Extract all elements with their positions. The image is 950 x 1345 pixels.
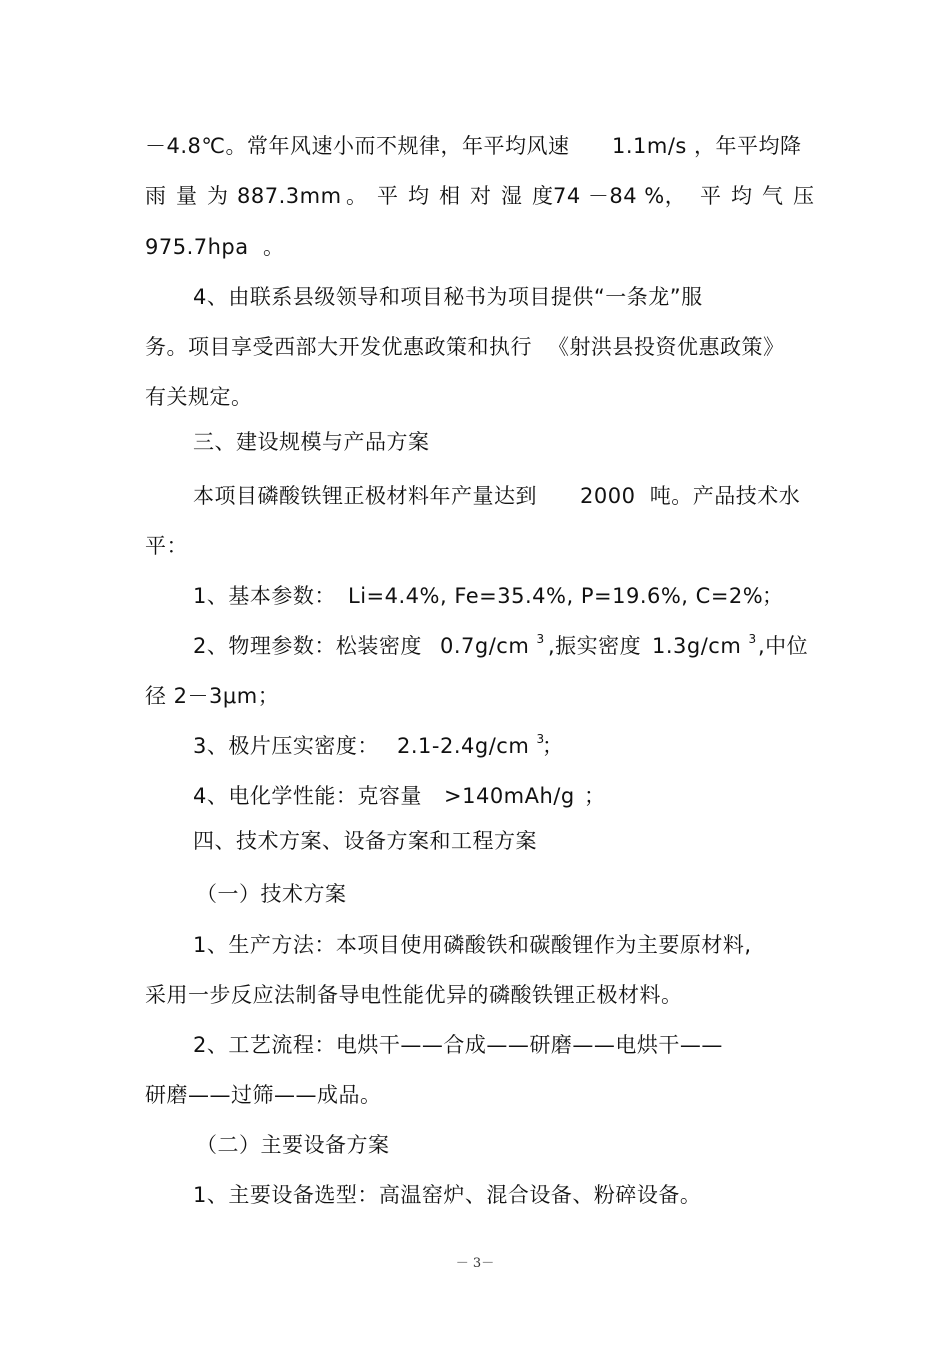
text-line bbox=[0, 1078, 382, 1112]
text-segment: 有关规定。 bbox=[145, 385, 253, 409]
text-segment: 3、极片压实密度： bbox=[193, 734, 379, 758]
text-segment: 1、基本参数： bbox=[193, 584, 336, 608]
subsection-heading bbox=[0, 877, 347, 911]
section-heading bbox=[0, 824, 537, 858]
text-segment: 4、由联系县级领导和项目秘书为项目提供“一条龙”服 bbox=[193, 285, 703, 309]
superscript: 3 bbox=[748, 632, 757, 646]
paragraph-line bbox=[0, 1028, 723, 1062]
paragraph-line bbox=[0, 579, 784, 613]
text-segment: 2000 吨。产品技术水 bbox=[580, 484, 801, 508]
text-segment: 975.7hpa 。 bbox=[145, 235, 285, 259]
text-segment: 采用一步反应法制备导电性能优异的磷酸铁锂正极材料。 bbox=[145, 983, 683, 1007]
text-segment: 1、主要设备选型：高温窑炉、混合设备、粉碎设备。 bbox=[193, 1183, 702, 1207]
text-segment: 研磨——过筛——成品。 bbox=[145, 1083, 382, 1107]
text-segment: 2、物理参数：松装密度 bbox=[193, 634, 422, 658]
text-segment: －4.8℃。常年风速小而不规律，年平均风速 bbox=[145, 134, 570, 158]
text-segment: 2、工艺流程：电烘干——合成——研磨——电烘干—— bbox=[193, 1033, 723, 1057]
text-segment: ； bbox=[762, 584, 784, 608]
text-segment bbox=[397, 729, 545, 763]
text-line bbox=[0, 978, 683, 1012]
text-segment bbox=[652, 629, 757, 663]
unit-text: 1.3g/cm bbox=[652, 634, 742, 658]
text-segment: 887.3mm bbox=[237, 184, 342, 208]
text-segment: 本项目磷酸铁锂正极材料年产量达到 bbox=[193, 484, 537, 508]
text-line bbox=[0, 529, 188, 563]
text-line bbox=[0, 679, 280, 713]
text-segment: ,振实密度 bbox=[548, 634, 642, 658]
paragraph-line bbox=[0, 629, 809, 663]
section-heading bbox=[0, 425, 430, 459]
superscript: 3 bbox=[536, 632, 545, 646]
text-segment: 4、电化学性能：克容量 bbox=[193, 784, 422, 808]
text-segment: ； bbox=[584, 784, 606, 808]
text-segment: ,中位 bbox=[758, 634, 809, 658]
text-segment: Li=4.4%, Fe=35.4%, P=19.6%, C=2% bbox=[348, 584, 764, 608]
text-line bbox=[0, 380, 253, 414]
text-segment: 径 2－3μm； bbox=[145, 684, 280, 708]
unit-text: 2.1-2.4g/cm bbox=[397, 734, 530, 758]
text-segment: 平： bbox=[145, 534, 188, 558]
text-segment: （二）主要设备方案 bbox=[196, 1133, 390, 1157]
paragraph-line bbox=[0, 280, 703, 314]
text-segment: 务。项目享受西部大开发优惠政策和执行 bbox=[145, 335, 532, 359]
text-line bbox=[0, 179, 824, 213]
text-segment: 平均气压 bbox=[700, 184, 824, 208]
text-segment: >140mAh/g bbox=[444, 784, 575, 808]
superscript: 3 bbox=[536, 732, 545, 746]
page-number: － 3－ bbox=[455, 1256, 495, 1271]
text-line bbox=[0, 230, 285, 264]
text-segment bbox=[440, 629, 545, 663]
paragraph-line bbox=[0, 1178, 702, 1212]
text-segment: 雨量为 bbox=[145, 184, 238, 208]
text-line bbox=[0, 330, 785, 364]
text-segment: （一）技术方案 bbox=[196, 882, 347, 906]
subsection-heading bbox=[0, 1128, 390, 1162]
paragraph-line bbox=[0, 729, 564, 763]
paragraph-line bbox=[0, 779, 606, 813]
paragraph-line bbox=[0, 479, 801, 513]
text-line bbox=[0, 129, 802, 163]
text-segment: 74 －84 %， bbox=[553, 184, 687, 208]
text-segment: ； bbox=[542, 734, 564, 758]
text-segment: 四、技术方案、设备方案和工程方案 bbox=[193, 829, 537, 853]
text-segment: 1、生产方法：本项目使用磷酸铁和碳酸锂作为主要原材料, bbox=[193, 933, 752, 957]
paragraph-line bbox=[0, 928, 752, 962]
text-segment: 《射洪县投资优惠政策》 bbox=[548, 335, 785, 359]
text-segment: 三、建设规模与产品方案 bbox=[193, 430, 430, 454]
unit-text: 0.7g/cm bbox=[440, 634, 530, 658]
text-segment: 。平均相对湿度 bbox=[346, 184, 563, 208]
text-segment: 1.1m/s ，年平均降 bbox=[612, 134, 802, 158]
